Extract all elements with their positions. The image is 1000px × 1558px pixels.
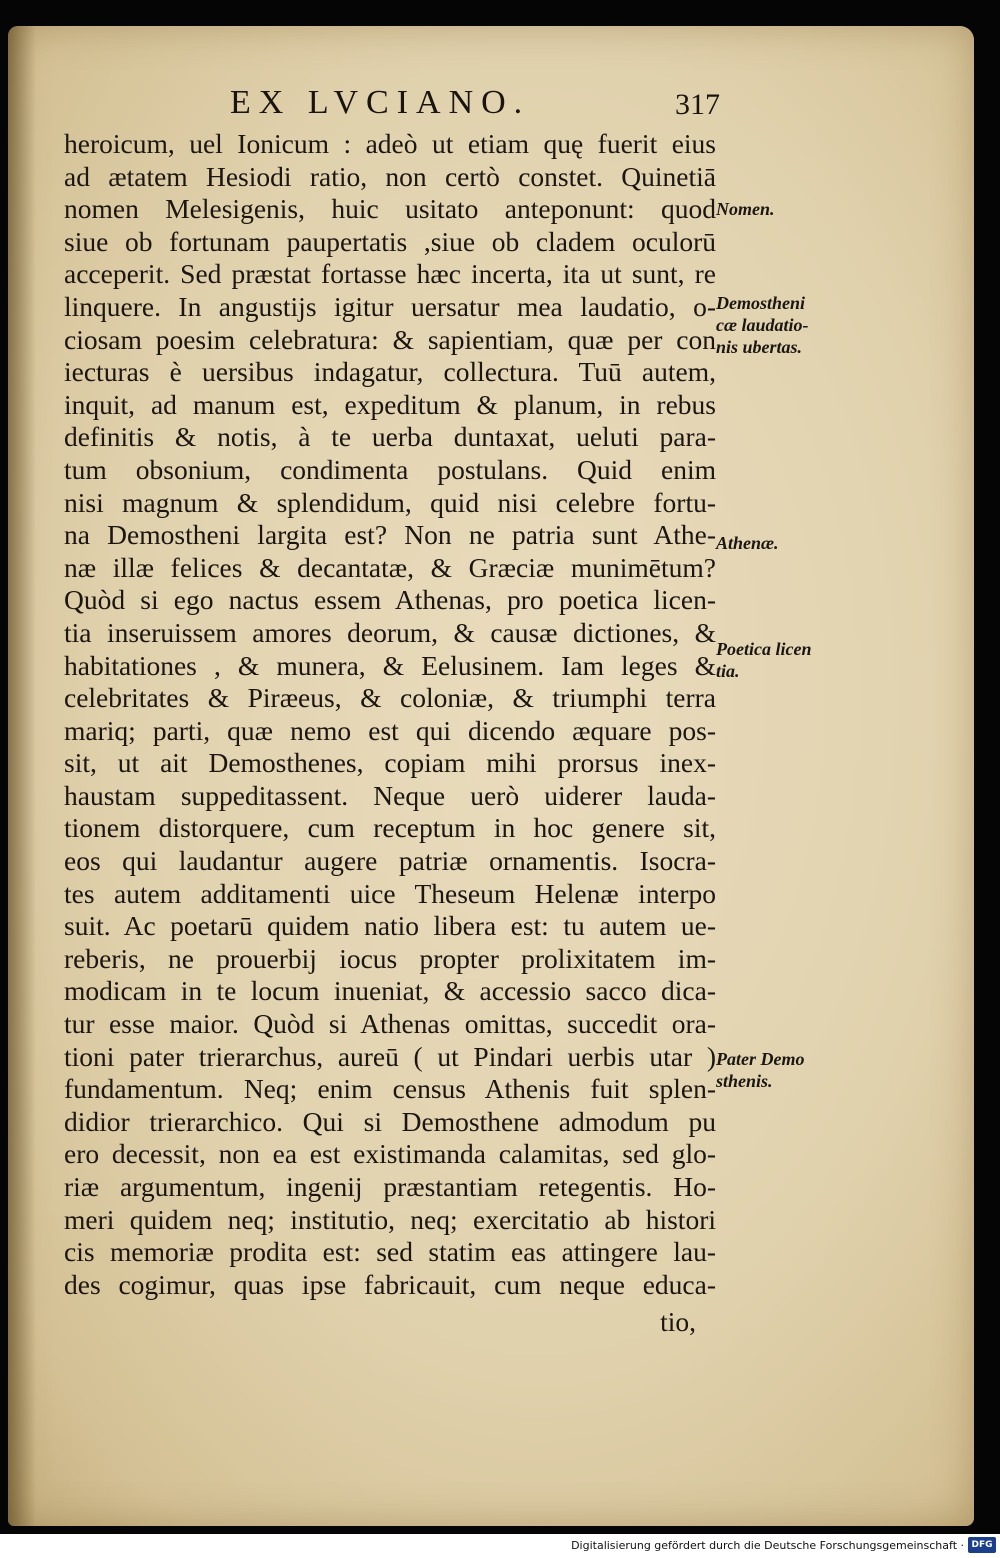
text-line: tia inseruissem amores deorum, & causæ dictiones, & [64, 616, 716, 648]
text-line: na Demostheni largita est? Non ne patria sunt Athe- [64, 519, 716, 551]
text-line: habitationes , & munera, & Eelusinem. Iam leges & [64, 649, 716, 681]
text-line: ero decessit, non ea est existimanda calamitas, sed glo- [64, 1138, 716, 1170]
text-line: acceperit. Sed præstat fortasse hæc incerta, ita ut sunt, re [64, 258, 716, 290]
text-line: heroicum, uel Ionicum : adeò ut etiam quę fuerit eius [64, 128, 716, 159]
margin-note-line: Nomen. [716, 199, 775, 219]
digitization-footer [0, 1534, 1000, 1558]
text-line: eos qui laudantur augere patriæ ornamentis. Isocra- [64, 845, 716, 877]
text-line: meri quidem neq; institutio, neq; exercitatio ab histori [64, 1203, 716, 1235]
text-line: fundamentum. Neq; enim census Athenis fuit splen- [64, 1073, 716, 1105]
text-line: didior trierarchico. Qui si Demosthene admodum pu [64, 1105, 716, 1137]
margin-note-pater-demosthenis [716, 1048, 846, 1092]
text-line: sit, ut ait Demosthenes, copiam mihi prorsus inex- [64, 747, 716, 779]
margin-note-line: Pater Demo [716, 1049, 805, 1069]
text-line: riæ argumentum, ingenij præstantiam retegentis. Ho- [64, 1171, 716, 1202]
text-line: inquit, ad manum est, expeditum & planum, in rebus [64, 388, 716, 420]
text-line: definitis & notis, à te uerba duntaxat, ueluti para- [64, 421, 716, 453]
dfg-logo-icon: DFG [968, 1537, 996, 1553]
margin-note-poetica-licentia [716, 638, 846, 682]
text-line: siue ob fortunam paupertatis ,siue ob cladem oculorū [64, 225, 716, 257]
page-header [230, 84, 720, 124]
margin-note-line: tia. [716, 661, 740, 681]
text-line: nisi magnum & splendidum, quid nisi celebre fortu- [64, 486, 716, 518]
page-gutter-shadow [8, 26, 36, 1526]
text-line: linquere. In angustijs igitur uersatur mea laudatio, o- [64, 290, 716, 322]
text-line: reberis, ne prouerbij iocus propter prolixitatem im- [64, 942, 716, 974]
text-line: nomen Melesigenis, huic usitato anteponunt: quod [64, 193, 716, 225]
text-line: næ illæ felices & decantatæ, & Græciæ munimētum? [64, 551, 716, 583]
funding-notice: Digitalisierung gefördert durch die Deutsche Forschungsgemeinschaft · [571, 1539, 964, 1552]
text-line: suit. Ac poetarū quidem natio libera est: tu autem ue- [64, 910, 716, 942]
text-line: tionem distorquere, cum receptum in hoc genere sit, [64, 812, 716, 844]
margin-note-nomen [716, 198, 846, 220]
margin-note-athenae [716, 532, 846, 554]
text-line: ciosam poesim celebratura: & sapientiam, quæ per con [64, 323, 716, 355]
text-line: cis memoriæ prodita est: sed statim eas attingere lau- [64, 1236, 716, 1268]
margin-note-line: sthenis. [716, 1071, 773, 1091]
text-line: haustam suppeditassent. Neque uerò uiderer lauda- [64, 779, 716, 811]
running-head: EX LVCIANO. [230, 84, 531, 121]
main-text-block [64, 128, 716, 1301]
catchword: tio, [660, 1306, 696, 1337]
text-line: tum obsonium, condimenta postulans. Quid enim [64, 453, 716, 485]
page-number: 317 [675, 88, 720, 121]
text-line: modicam in te locum inueniat, & accessio sacco dica- [64, 975, 716, 1007]
margin-note-line: cæ laudatio- [716, 315, 809, 335]
text-line: celebritates & Piræeus, & coloniæ, & triumphi terra [64, 682, 716, 714]
margin-note-line: nis ubertas. [716, 337, 803, 357]
text-line: ad ætatem Hesiodi ratio, non certò constet. Quinetiā [64, 160, 716, 192]
margin-note-demosthenica-laudatio [716, 292, 846, 358]
text-line: tur esse maior. Quòd si Athenas omittas, succedit ora- [64, 1008, 716, 1040]
margin-note-line: Poetica licen [716, 639, 812, 659]
text-line: des cogimur, quas ipse fabricauit, cum neque educa- [64, 1268, 716, 1300]
text-line: tioni pater trierarchus, aureū ( ut Pindari uerbis utar ) [64, 1040, 716, 1072]
text-line: tes autem additamenti uice Theseum Helenæ interpo [64, 877, 716, 909]
margin-note-line: Demostheni [716, 293, 806, 313]
text-line: Quòd si ego nactus essem Athenas, pro poetica licen- [64, 584, 716, 616]
text-line: mariq; parti, quæ nemo est qui dicendo æquare pos- [64, 714, 716, 746]
margin-note-line: Athenæ. [716, 533, 779, 553]
text-line: iecturas è uersibus indagatur, collectura. Tuū autem, [64, 356, 716, 388]
